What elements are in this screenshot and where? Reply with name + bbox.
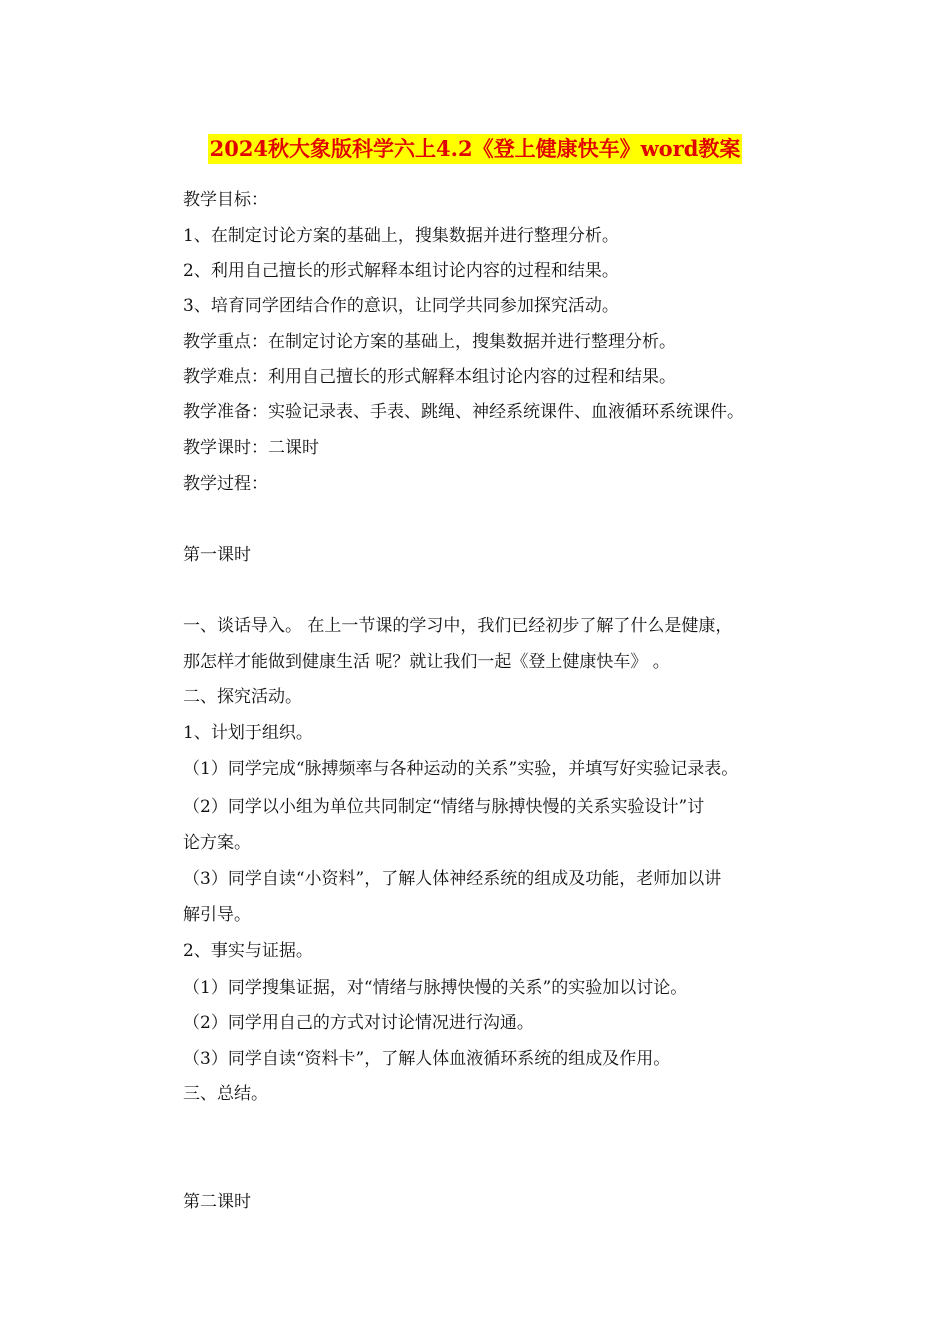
section-explore: 二、探究活动。 <box>183 687 302 707</box>
step-plan: 1、计划于组织。 <box>183 723 313 743</box>
evidence-item-1: （1）同学搜集证据，对“情绪与脉搏快慢的关系”的实验加以讨论。 <box>183 978 688 998</box>
section-label-objectives: 教学目标： <box>183 190 268 210</box>
step-evidence: 2、事实与证据。 <box>183 941 313 961</box>
preparation: 教学准备：实验记录表、手表、跳绳、神经系统课件、血液循环系统课件。 <box>183 402 744 422</box>
plan-item-2-line-2: 论方案。 <box>183 833 251 853</box>
class-hours: 教学课时：二课时 <box>183 438 319 458</box>
intro-line-1: 一、谈话导入。 在上一节课的学习中，我们已经初步了解了什么是健康， <box>183 616 733 636</box>
lesson-one-heading: 第一课时 <box>183 545 251 565</box>
title-row <box>0 134 950 164</box>
plan-item-3-line-2: 解引导。 <box>183 905 251 925</box>
objective-1: 1、在制定讨论方案的基础上，搜集数据并进行整理分析。 <box>183 226 619 246</box>
objective-3: 3、培育同学团结合作的意识，让同学共同参加探究活动。 <box>183 296 619 316</box>
intro-line-2: 那怎样才能做到健康生活 呢？就让我们一起《登上健康快车》 。 <box>183 652 670 672</box>
section-label-process: 教学过程： <box>183 474 268 494</box>
document-title: 2024秋大象版科学六上4.2《登上健康快车》word教案 <box>208 134 743 164</box>
difficult-point: 教学难点：利用自己擅长的形式解释本组讨论内容的过程和结果。 <box>183 367 676 387</box>
evidence-item-3: （3）同学自读“资料卡”，了解人体血液循环系统的组成及作用。 <box>183 1049 671 1069</box>
lesson-two-heading: 第二课时 <box>183 1192 251 1212</box>
key-point: 教学重点：在制定讨论方案的基础上，搜集数据并进行整理分析。 <box>183 332 676 352</box>
plan-item-3-line-1: （3）同学自读“小资料”，了解人体神经系统的组成及功能，老师加以讲 <box>183 869 722 889</box>
objective-2: 2、利用自己擅长的形式解释本组讨论内容的过程和结果。 <box>183 261 619 281</box>
plan-item-1: （1）同学完成“脉搏频率与各种运动的关系”实验，并填写好实验记录表。 <box>183 759 739 779</box>
section-summary: 三、总结。 <box>183 1084 268 1104</box>
evidence-item-2: （2）同学用自己的方式对讨论情况进行沟通。 <box>183 1013 534 1033</box>
plan-item-2-line-1: （2）同学以小组为单位共同制定“情绪与脉搏快慢的关系实验设计”讨 <box>183 797 705 817</box>
